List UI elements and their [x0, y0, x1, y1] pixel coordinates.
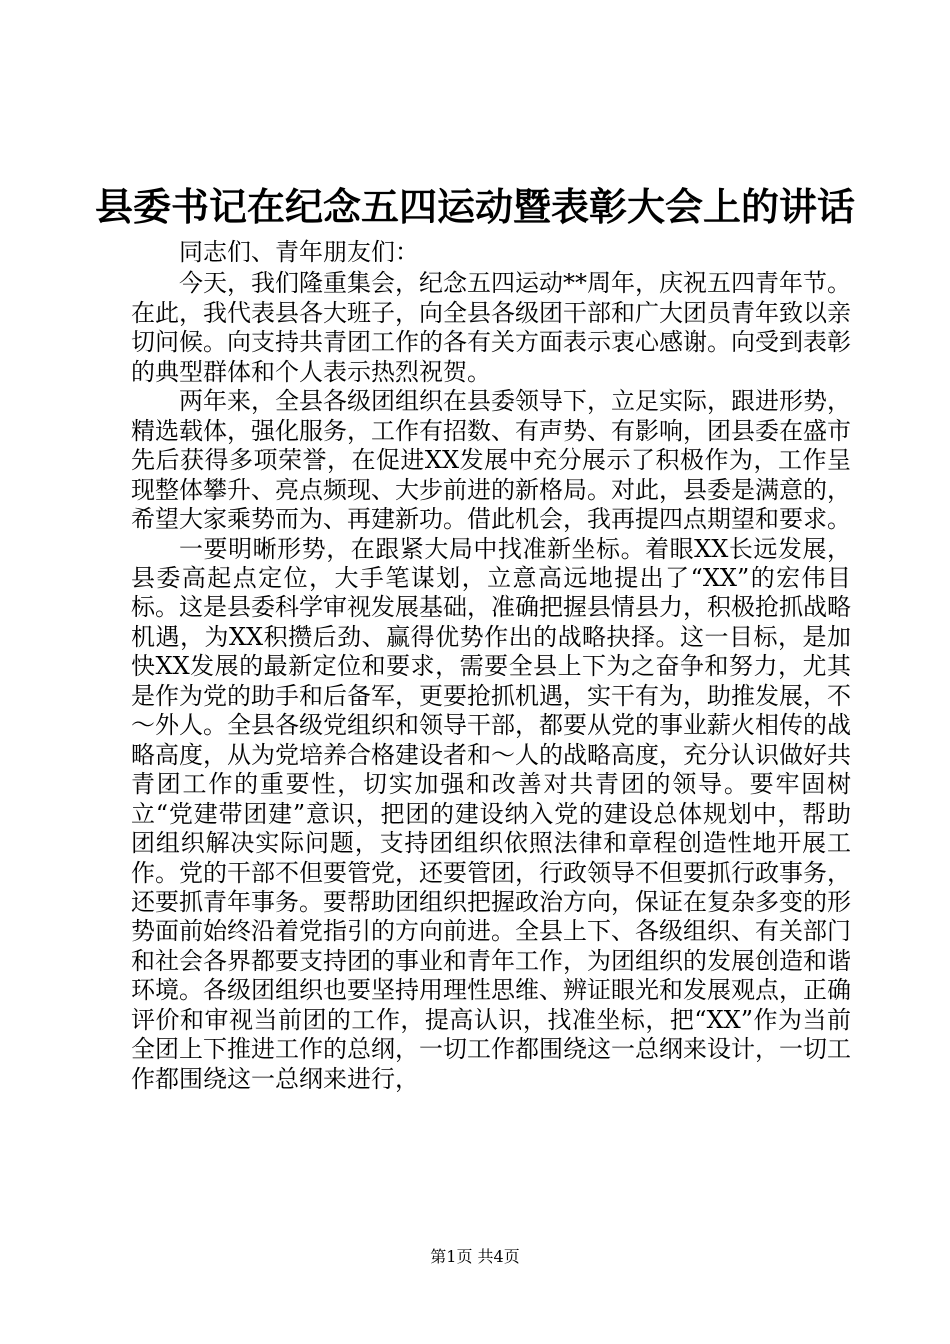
paragraph-2: 两年来，全县各级团组织在县委领导下，立足实际，跟进形势，精选载体，强化服务，工作有招数、有声势、有影响，团县委在盛市先后获得多项荣誉，在促进XX发展中充分展示了积极作为，工作呈现整体攀升、亮点频现、大步前进的新格局。对此，县委是满意的，希望大家乘势而为、再建新功。借此机会，我再提四点期望和要求。 — [131, 387, 851, 534]
document-title: 县委书记在纪念五四运动暨表彰大会上的讲话 — [94, 184, 855, 229]
page-footer: 第1页 共4页 — [430, 1247, 520, 1266]
paragraph-3: 一要明晰形势，在跟紧大局中找准新坐标。着眼XX长远发展，县委高起点定位，大手笔谋划，立意高远地提出了“XX”的宏伟目标。这是县委科学审视发展基础，准确把握县情县力，积极抢抓战略机遇，为XX积攒后劲、赢得优势作出的战略抉择。这一目标，是加快XX发展的最新定位和要求，需要全县上下为之奋争和努力，尤其是作为党的助手和后备军，更要抢抓机遇，实干有为，助推发展，不～外人。全县各级党组织和领导干部，都要从党的事业薪火相传的战略高度，从为党培养合格建设者和～人的战略高度，充分认识做好共青团工作的重要性，切实加强和改善对共青团的领导。要牢固树立“党建带团建”意识，把团的建设纳入党的建设总体规划中，帮助团组织解决实际问题，支持团组织依照法律和章程创造性地开展工作。党的干部不但要管党，还要管团，行政领导不但要抓行政事务，还要抓青年事务。要帮助团组织把握政治方向，保证在复杂多变的形势面前始终沿着党指引的方向前进。全县上下、各级组织、有关部门和社会各界都要支持团的事业和青年工作，为团组织的发展创造和谐环境。各级团组织也要坚持用理性思维、辨证眼光和发展观点，正确评价和审视当前团的工作，提高认识，找准坐标，把“XX”作为当前全团上下推进工作的总纲，一切工作都围绕这一总纲来设计，一切工作都围绕这一总纲来进行， — [131, 534, 851, 1093]
salutation: 同志们、青年朋友们： — [179, 238, 419, 266]
paragraph-1: 今天，我们隆重集会，纪念五四运动**周年，庆祝五四青年节。在此，我代表县各大班子，向全县各级团干部和广大团员青年致以亲切问候。向支持共青团工作的各有关方面表示衷心感谢。向受到表彰的典型群体和个人表示热烈祝贺。 — [131, 269, 851, 386]
document-body — [131, 238, 851, 1094]
